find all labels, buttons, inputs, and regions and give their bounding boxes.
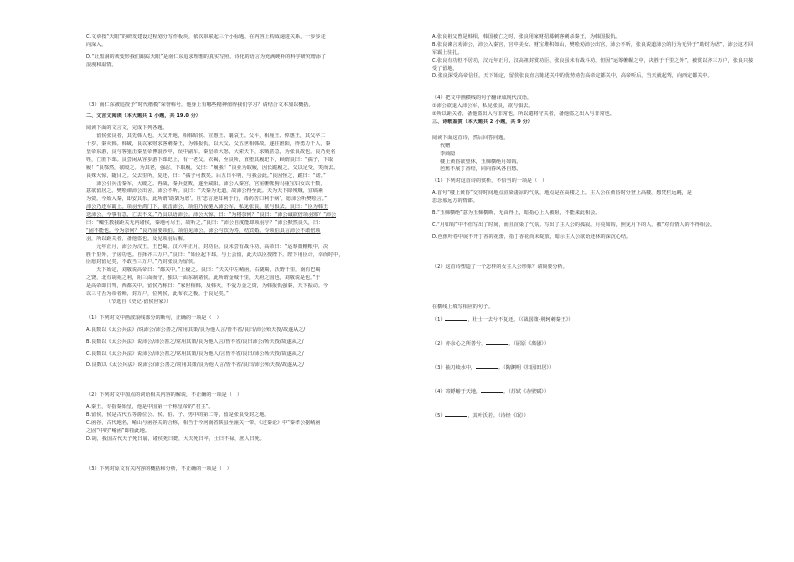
q4-stem: （4）把文中画横线的句子翻译成现代汉语。 <box>432 95 533 102</box>
option-d-line1: D.“让黑洞的欢变形我们跟踪天眼”是南仁东追求理想的真实写照，诗化的语言为充满硬朴的科学研究增添了 <box>86 53 327 60</box>
q1-stem: （1）下列对文中画波浪线部分的断句，正确的一项是（ ） <box>86 314 222 321</box>
poem-title: 代赠 <box>440 142 451 149</box>
reading-instruction: 阅读下面的文言文，完成下列各题。 <box>86 125 168 132</box>
passage-line-underlined: “固不能也。今为奈何？”良乃固要项伯。项伯见沛公。沛公与饮为寿，结宾婚。令项伯具言沛公不敢倍项 <box>86 227 321 234</box>
q3-option-c: C.张良有功但不居功，汉元年正月，汉高祖封赏功臣，张良虽未有战斗功，但因“运筹帷幄之中，决胜于千里之外”，被赏以齐三万户，张良只接受了留地。 <box>432 57 754 72</box>
section-2-heading: 二、文言文阅读（本大题共 1 小题，共 19.0 分） <box>86 113 201 120</box>
q1-option-a: A.良数以《太公兵法》/说沛公/沛公善之/常用其策/良为他人言/皆不省/良曰/沛公殆天授/故遂从之/ <box>86 326 306 333</box>
q3-stem: （3）下列对原文有关内容的概括和分析，不正确的一项是（ ） <box>86 465 232 472</box>
q4-item-2: ②所以距关者，备他盗出入与非常也，所以遣将守关者，备他盗之出入与非常也。 <box>432 111 615 118</box>
pq1-option-a-line2: 思念那远方的情郎。 <box>432 198 478 205</box>
passage-line-wavy: 送沛公，今事有急，亡去不义。”乃具以语沛公。沛公大惊，曰：“为将奈何？”良曰：“沛公诚欲倍项羽邪？”沛公 <box>86 212 337 219</box>
answer-blank[interactable] <box>445 411 467 417</box>
passage-line: 是高帝即日驾，西都关中。留侯乃称曰：“家世相韩，及韩灭，不爱万金之资，为韩报仇强秦，天下振动。今 <box>86 283 329 290</box>
poem-line: 楼上黄昏欲望休，玉梯横绝月如钩。 <box>440 158 522 165</box>
passage-line: 履！”良鄂然，欲殴之。为其老，强忍，下取履。父曰：“履我！”良业为取履，因长跪履之。父以足受，笑而去。 <box>86 164 339 171</box>
passage-line: 为资。今始入秦，即安其乐，此所谓‘助桀为虐’。且‘忠言逆耳利于行，毒药苦口利于病’，愿沛公听樊哙言。” <box>86 196 327 203</box>
passage-line: 皇帝东游，良与客狙击秦皇帝博浪沙中，误中副车。秦皇帝大怒，大索天下，求贼甚急，为张良故也。良乃更名 <box>86 149 336 156</box>
answer-blank[interactable] <box>445 315 467 321</box>
question-3: （3）南仁东被追授予“时代楷模”荣誉称号，他身上有哪些精神值得我们学习？请结合文本加以概括。 <box>86 101 314 108</box>
passage-line: 羽，所以距关者，备他盗也。及见项羽后解。 <box>86 235 188 242</box>
q3-option-b: B.张良谏言劝沛公，沛公入秦宫，宫中美女、财宝堆积如山，樊哙劝沛公出宫，沛公不听，张良说道沛公的行为无异于“助纣为虐”，沛公这才回军霸上驻扎。 <box>432 41 754 56</box>
fill-item-1: （1） ，壮士一去兮不复还。（《战国策·荆轲刺秦王》） <box>432 317 574 324</box>
passage-line: 臣愿封留足矣，不敢当三万户。”乃封张良为留侯。 <box>86 259 199 266</box>
answer-blank[interactable] <box>476 363 498 369</box>
poem-instruction: 阅读下面这首诗，然后回答问题。 <box>432 134 509 141</box>
q3-option-a: A.张良祖父曾是韩相，韩国被亡之时，张良用家财招募刺客刺杀秦王，为韩国报仇。 <box>432 34 621 40</box>
q2-option-c-line1: C.函谷，古代地名，崤山与函谷关的合称，相当于今河南省陕县至潼关一带，《过秦论》中“秦孝公据崤函 <box>86 419 321 426</box>
left-column <box>86 34 408 474</box>
q2-option-a: A.秦王，专指秦始皇，他是中国第一个称皇帝的“君主”。 <box>86 404 214 411</box>
q4-item-1: ①沛公欲退入沛公军，私见张良，欲与俱去。 <box>432 103 534 110</box>
passage-line: 胜千里外，子房功也。自择齐三万户。”良曰：“始臣起下邳，与上会留，此天以臣授陛下。陛下用臣计，幸而时中， <box>86 251 344 258</box>
pq2-stem: （2）这首诗塑造了一个怎样的女主人公形象？请简要分析。 <box>432 263 568 270</box>
answer-blank[interactable] <box>486 339 508 345</box>
fill-item-4: （4）寄蜉蝣于天地， 。（苏轼《赤壁赋》） <box>432 389 549 396</box>
q2-option-c-line2: 之固”中的“崤函”即指此地。 <box>86 427 150 434</box>
passage-line: 元年正月，沛公为汉王，王巴蜀。汉六年正月，封功臣。良未尝有战斗功，高帝曰：“运筹策帷帐中，决 <box>86 243 329 250</box>
q2-stem: （2）下列对文中加点的词语相关内容的解说，不正确的一项是（ ） <box>86 392 243 399</box>
passage-line: 以三寸舌为帝者师，封万户，位列侯，此布衣之极，于良足矣。” <box>86 291 229 298</box>
passage-line: 留侯张良者，其先韩人也。大父开地，相韩昭侯、宣惠王、襄哀王。父平，相厘王、悼惠王，其父卒二 <box>86 133 326 140</box>
section-3-heading: 三、诗歌鉴赏（本大题共 2 小题，共 9 分） <box>432 119 533 126</box>
option-d-line2: 浪漫和温情。 <box>86 61 117 68</box>
passage-line: 良殊大惊，随目之。父去里所，复还，曰：“孺子可教矣。后五日平明，与我会此。”良因怪之，跪曰：“诺。” <box>86 172 326 179</box>
fill-item-5: （5） ，其叶沃若。（诗经《氓》） <box>432 413 529 420</box>
q1-option-b: B.良数以《太公兵法》说沛公/沛公善之/常用其策/良为他人言/皆不省/良曰沛公/殆天授/故遂从之/ <box>86 338 304 345</box>
q2-option-d: D.胡，我国古代天子死曰崩，诸侯死曰薨，大夫死曰卒，士曰不禄，庶人曰死。 <box>86 435 265 442</box>
pq1-option-b: B.“玉梯横绝”意为玉梯横断，无由得上，暗指心上人被阻，不能来此相会。 <box>432 210 601 217</box>
passage <box>86 133 408 299</box>
q2-option-b: B.留侯，侯是古代五等爵位公、侯、伯、子、男中的第二等，留是张良受封之地。 <box>86 412 270 419</box>
q1-option-d: D.良数以《太公兵法》说沛公/沛公善之/常用其策/良为他人言/皆不省/良曰/沛公殆天授/故遂从之/ <box>86 362 304 369</box>
passage-line: 姓，亡匿下邳。良尝闲从容步游下邳圯上，有一老父，衣褐，至良所，直堕其履圯下，顾谓良曰：“孺子，下取 <box>86 156 334 163</box>
fill-item-3: （3）抽刀续水中， 。（陶渊明《归园田居》） <box>432 365 555 372</box>
q1-option-c: C.良数以《太公兵法》说沛公/沛公善之/常用其策/良为他人/言皆不省/良曰/沛公殆天授/故遂从之/ <box>86 350 304 357</box>
passage-line-wavy: 沛公乃还军霸上。项羽至鸿门下，欲击沛公，项伯乃夜驰入沛公军，私见张良，欲与俱去。良曰：“臣为韩王 <box>86 204 329 211</box>
option-c-line1: C.文章按“天眼”的研发建设过程划分写作板块，依次串联起三个小标题，在内容上构成递进关系，一步步走 <box>86 34 326 40</box>
pq1-option-d: D.芭蕉叶卷中展不开丁香的花蕾，指丁香花尚未绽放，暗示主人公欲语还休的深沉心结。 <box>432 233 632 240</box>
pq1-option-a-line1: A.首句“楼上黄昏”交待时间地点渲染凄凉的气氛，地点是在高楼之上。主人公在黄昏时分登上高楼，想凭栏远眺，是 <box>432 190 692 197</box>
passage-source: （节选自《史记·留侯世家》） <box>106 298 172 305</box>
answer-blank[interactable] <box>481 387 503 393</box>
pq1-option-c: C.“月如钩”中不但写出了时间，而且渲染了气氛，写出了主人公的孤寂。月亮如钩，照见月下的人，被“对有情人的不得相会。 <box>432 221 716 228</box>
passage-line: 意欲留居之。樊哙谏沛公出舍，沛公不听。良曰：“夫秦为无道，故沛公得至此。夫为天下除残贼，宜缟素 <box>86 188 323 195</box>
passage-line: 天下始定，刘敬说高帝曰：“都关中。”上疑之。良曰：“夫关中左崤函，右陇蜀，沃野千里，南有巴蜀 <box>86 267 321 274</box>
fill-instruction: 在横线上填写相应的句子。 <box>432 303 494 310</box>
passage-line: 之饶，北有胡苑之利，阻三面而守，独以一面东制诸侯。此所谓金城千里，天府之国也，刘敬说是也。”于 <box>86 275 321 282</box>
option-c-line2: 向深入。 <box>86 41 107 48</box>
right-column <box>432 34 754 421</box>
passage-line: 十岁，秦灭韩。韩破，良以家财求客刺秦王，为韩报仇，以大父、父五世相韩故。遂往淮阳，得勇力千人，秦 <box>86 141 331 148</box>
passage-line: 曰：“鲰生教我距关无内诸侯，秦地可尽王，故听之。”良曰：“沛公自度能却项羽乎？”沛公默然良久，曰： <box>86 220 324 227</box>
poem-line: 芭蕉不展丁香结，同向春风各自愁。 <box>440 166 522 173</box>
passage-line: 沛公引兵击秦军，大破之。再战，秦兵竟败，遂至咸阳。沛公入秦宫，宫室帷帐狗马重宝妇女以千数， <box>86 180 326 187</box>
q3-option-d: D.张良深受高帝信任，天下始定，留侯张良直言陈述关中的优势劝告高帝定都关中，高帝听后，当天就起驾，向西定都关中。 <box>432 73 713 80</box>
poem-author: 李商隐 <box>440 150 456 157</box>
fill-item-2: （2）亦余心之所善兮， 。（屈原《离骚》） <box>432 341 549 348</box>
pq1-stem: （1）下列对这首诗的赏析，不恰当的一项是（ ） <box>432 178 548 185</box>
